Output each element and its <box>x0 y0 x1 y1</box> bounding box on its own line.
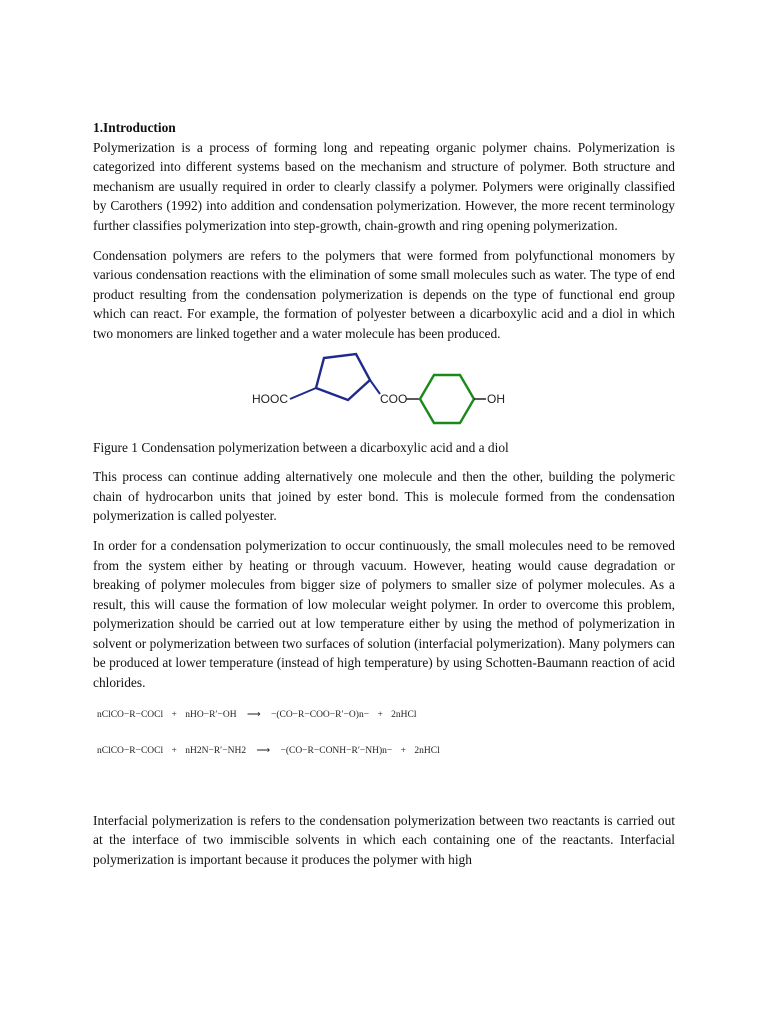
eq1-plus2: + <box>377 709 383 720</box>
eq1-product: −(CO−R−COO−R′−O)n− <box>270 709 370 720</box>
reaction-equations <box>93 703 675 769</box>
eq2-product: −(CO−R−CONH−R′−NH)n− <box>280 745 393 756</box>
eq2-plus1: + <box>171 745 177 756</box>
paragraph-2: Condensation polymers are refers to the polymers that were formed from polyfunctional monomers by various condensation reactions with the elimination of some small molecules such as water. The type of end product resulting from the condensation polymerization is depends on the type of functional end group which can react. For example, the formation of polyester between a dicarboxylic acid and a diol in which two monomers are linked together and a water molecule has been produced. <box>93 247 675 341</box>
label-coo: COO <box>380 391 408 406</box>
cyclopentane-ring <box>316 354 370 400</box>
paragraph-3: This process can continue adding alternatively one molecule and then the other, building the polymeric chain of hydrocarbon units that joined by ester bond. This is molecule formed from the condensation polymerization is called polyester. <box>93 469 675 524</box>
eq2-byproduct: 2nHCl <box>414 745 440 756</box>
equation-polyester <box>97 709 417 720</box>
arrow-icon: ⟶ <box>256 745 271 756</box>
paragraph-1: Polymerization is a process of forming long and repeating organic polymer chains. Polymerization is categorized into different systems based on the mechanism and structure of polymer. Both structure and mechanism are usually required in order to clearly classify a polymer. Polymers were originally classified by Carothers (1992) into addition and condensation polymerization. However, the more recent terminology further classifies polymerization into step-growth, chain-growth and ring opening polymerization. <box>93 139 675 233</box>
paragraph-4: In order for a condensation polymerization to occur continuously, the small molecules need to be removed from the system either by heating or through vacuum. However, heating would cause degradation or breaking of polymer molecules from bigger size of polymers to smaller size of polymer molecules. As a result, this will cause the formation of low molecular weight polymer. In order to overcome this problem, polymerization should be carried out at low temperature either by using the method of polymerization in solvent or polymerization between two surfaces of solution (interfacial polymerization). Many polymers can be produced at lower temperature (instead of high temperature) by using Schotten-Baumann reaction of acid chlorides. <box>93 537 675 691</box>
equation-polyamide <box>97 745 440 756</box>
arrow-icon: ⟶ <box>246 709 261 720</box>
figure-1 <box>93 348 675 434</box>
eq2-reactant1: nClCO−R−COCl <box>97 745 164 756</box>
cyclohexane-ring <box>420 375 474 423</box>
bond-mid <box>370 380 380 394</box>
eq2-reactant2: nH2N−R′−NH2 <box>185 745 247 756</box>
eq1-reactant2: nHO−R′−OH <box>185 709 237 720</box>
eq1-plus1: + <box>171 709 177 720</box>
spacer <box>93 769 675 811</box>
structure-diagram <box>248 348 508 434</box>
label-oh: OH <box>487 391 505 406</box>
figure-caption: Figure 1 Condensation polymerization between a dicarboxylic acid and a diol <box>93 439 509 455</box>
eq1-byproduct: 2nHCl <box>391 709 417 720</box>
eq2-plus2: + <box>400 745 407 756</box>
bond-left <box>290 388 316 399</box>
paragraph-5: Interfacial polymerization is refers to the condensation polymerization between two reactants is carried out at the interface of two immiscible solvents in which each containing one of the reactants. Interfacial polymerization is important because it produces the polymer with high <box>93 812 675 867</box>
label-hooc: HOOC <box>252 391 288 406</box>
eq1-reactant1: nClCO−R−COCl <box>97 709 164 720</box>
document-page <box>93 118 675 869</box>
section-heading: 1.Introduction <box>93 120 176 135</box>
